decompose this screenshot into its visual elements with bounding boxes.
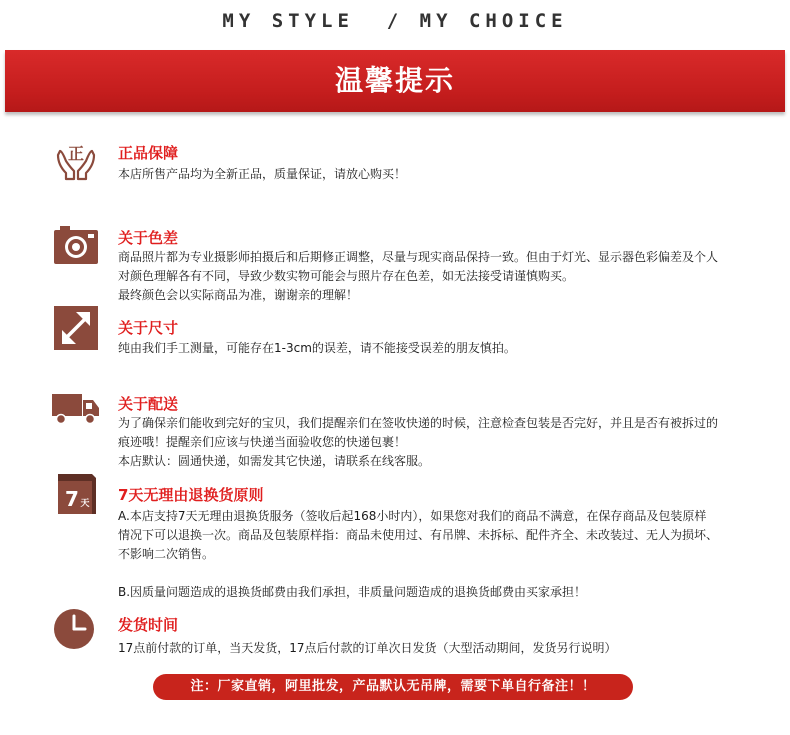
section-title: 正品保障 — [118, 144, 179, 162]
section-body — [118, 165, 768, 184]
slogan: MY STYLE / MY CHOICE — [222, 10, 568, 32]
section-body — [118, 639, 768, 658]
hands-genuine-icon — [52, 137, 100, 181]
section-body — [118, 248, 768, 305]
body-line: 痕迹哦！提醒亲们应该与快递当面验收您的快递包裹！ — [118, 435, 407, 449]
body-line: 对颜色理解各有不同，导致少数实物可能会与照片存在色差，如无法接受请谨慎购买。 — [118, 269, 575, 283]
notice-badge: 注：厂家直销，阿里批发，产品默认无吊牌，需要下单自行备注！！ — [153, 674, 633, 700]
section-title: 关于色差 — [118, 229, 179, 247]
camera-icon — [52, 224, 100, 268]
section-body — [118, 414, 768, 471]
svg-text:7: 7 — [65, 487, 79, 511]
body-line: 为了确保亲们能收到完好的宝贝，我们提醒亲们在签收快递的时候，注意检查包装是否完好，并且是否有被拆过的 — [118, 416, 719, 430]
section-title: 7天无理由退换货原则 — [118, 486, 264, 504]
body-line: 17点前付款的订单，当天发货，17点后付款的订单次日发货（大型活动期间，发货另行说明） — [118, 641, 617, 655]
section-title: 关于尺寸 — [118, 319, 179, 337]
banner — [5, 50, 785, 112]
truck-icon — [52, 386, 100, 430]
body-line-blank — [118, 564, 768, 583]
body-line: 最终颜色会以实际商品为准，谢谢亲的理解！ — [118, 288, 359, 302]
section-title: 发货时间 — [118, 616, 179, 634]
resize-arrow-icon — [52, 306, 100, 350]
section-body — [118, 339, 768, 358]
clock-icon — [52, 607, 100, 651]
banner-title: 温馨提示 — [334, 64, 455, 97]
body-line: 情况下可以退换一次。商品及包装原样指：商品未使用过、有吊牌、未拆标、配件齐全、未改装过、无人为损坏、 — [118, 528, 719, 542]
section-title: 关于配送 — [118, 395, 179, 413]
svg-text:天: 天 — [80, 499, 90, 509]
body-line: A.本店支持7天无理由退换货服务（签收后起168小时内），如果您对我们的商品不满意，在保存商品及包装原样 — [118, 509, 707, 523]
calendar-7-days-icon — [52, 470, 100, 514]
body-line: 不影响二次销售。 — [118, 547, 215, 561]
section-body — [118, 507, 768, 602]
body-line: 本店所售产品均为全新正品，质量保证，请放心购买！ — [118, 167, 407, 181]
body-line: 商品照片都为专业摄影师拍摄后和后期修正调整，尽量与现实商品保持一致。但由于灯光、显示器色彩偏差及个人 — [118, 250, 719, 264]
body-line: 本店默认：圆通快递，如需发其它快递，请联系在线客服。 — [118, 454, 431, 468]
body-line: B.因质量问题造成的退换货邮费由我们承担，非质量问题造成的退换货邮费由买家承担！ — [118, 585, 587, 599]
body-line: 纯由我们手工测量，可能存在1-3cm的误差，请不能接受误差的朋友慎拍。 — [118, 341, 516, 355]
svg-text:正: 正 — [67, 144, 85, 163]
